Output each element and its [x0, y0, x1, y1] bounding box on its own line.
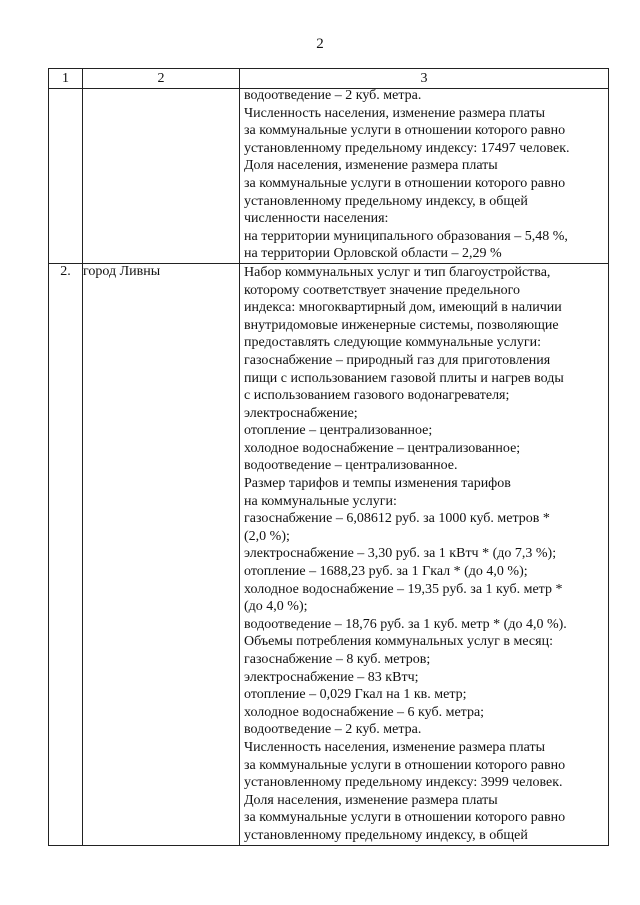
row-2-text-line: Набор коммунальных услуг и тип благоустройства, — [244, 264, 551, 280]
row-1-locality — [83, 89, 240, 264]
row-2-text-line: установленному предельному индексу, в общей — [244, 827, 528, 843]
row-1-text-line: установленному предельному индексу, в общей — [244, 193, 528, 209]
row-2-text-line: за коммунальные услуги в отношении которого равно — [244, 757, 566, 773]
row-2-text-line: внутридомовые инженерные системы, позволяющие — [244, 317, 559, 333]
row-1-description — [240, 89, 609, 264]
row-2-text-line: с использованием газового водонагревателя; — [244, 388, 510, 404]
table-header-row — [49, 69, 609, 89]
row-2-text-line: отопление – 1688,23 руб. за 1 Гкал * (до 4,0 %); — [244, 564, 528, 580]
row-1-text-line: установленному предельному индексу: 17497 человек. — [244, 140, 570, 156]
row-2-text-line: предоставлять следующие коммунальные услуги: — [244, 335, 542, 351]
row-2-text-line: газоснабжение – 8 куб. метров; — [244, 652, 431, 667]
row-2-text-line: пищи с использованием газовой плиты и нагрев воды — [244, 370, 564, 386]
row-1-text-line: на территории Орловской области – 2,29 % — [244, 246, 502, 262]
row-2-text-line: газоснабжение – 6,08612 руб. за 1000 куб. метров * — [244, 511, 550, 527]
row-2-text-line: Численность населения, изменение размера платы — [244, 739, 545, 755]
row-2-text-line: Размер тарифов и темпы изменения тарифов — [244, 476, 511, 492]
row-2-text-line: (до 4,0 %); — [244, 599, 308, 615]
row-2-text-line: газоснабжение – природный газ для приготовления — [244, 352, 551, 368]
column-header-2: 2 — [83, 69, 240, 89]
row-2-text-line: электроснабжение – 83 кВтч; — [244, 669, 419, 685]
row-2-text-line: холодное водоснабжение – 6 куб. метра; — [244, 704, 485, 720]
column-header-1: 1 — [49, 69, 83, 89]
row-2-locality: город Ливны — [83, 263, 240, 845]
row-2-text-line: на коммунальные услуги: — [244, 493, 397, 509]
row-1-text-line: на территории муниципального образования – 5,48 %, — [244, 228, 568, 244]
row-1-text-line: за коммунальные услуги в отношении которого равно — [244, 175, 566, 191]
row-1-text-line: Численность населения, изменение размера платы — [244, 105, 545, 121]
row-2-text-line: электроснабжение; — [244, 405, 358, 421]
row-2-text-line: индекса: многоквартирный дом, имеющий в наличии — [244, 300, 562, 316]
column-header-3: 3 — [240, 69, 609, 89]
row-2-text-line: электроснабжение – 3,30 руб. за 1 кВтч * (до 7,3 %); — [244, 546, 557, 562]
row-2-text-line: Объемы потребления коммунальных услуг в месяц: — [244, 634, 553, 650]
row-2-text-line: водоотведение – централизованное. — [244, 458, 458, 474]
row-2-text-line: отопление – 0,029 Гкал на 1 кв. метр; — [244, 687, 467, 703]
row-2-text-line: (2,0 %); — [244, 528, 290, 544]
row-2-text-line: Доля населения, изменение размера платы — [244, 792, 498, 808]
row-1-number — [49, 89, 83, 264]
row-1-text-line: водоотведение – 2 куб. метра. — [244, 88, 422, 103]
table-row-2 — [49, 263, 609, 845]
row-2-text-line: за коммунальные услуги в отношении которого равно — [244, 810, 566, 826]
row-2-text-line: водоотведение – 2 куб. метра. — [244, 722, 422, 738]
row-1-text-line: численности населения: — [244, 211, 389, 227]
row-2-text-line: холодное водоснабжение – 19,35 руб. за 1 куб. метр * — [244, 581, 563, 597]
row-2-text-line: водоотведение – 18,76 руб. за 1 куб. метр * (до 4,0 %). — [244, 616, 567, 632]
row-2-text-line: холодное водоснабжение – централизованное; — [244, 440, 521, 456]
row-1-text-line: за коммунальные услуги в отношении которого равно — [244, 123, 566, 139]
tariff-table — [48, 68, 609, 846]
page-number: 2 — [316, 36, 324, 52]
row-1-text-line: Доля населения, изменение размера платы — [244, 158, 498, 174]
row-2-text-line: отопление – централизованное; — [244, 423, 433, 439]
row-2-description — [240, 263, 609, 845]
row-2-number: 2. — [49, 263, 83, 845]
table-row-1 — [49, 89, 609, 264]
row-2-text-line: установленному предельному индексу: 3999 человек. — [244, 775, 563, 791]
row-2-text-line: которому соответствует значение предельного — [244, 282, 520, 298]
